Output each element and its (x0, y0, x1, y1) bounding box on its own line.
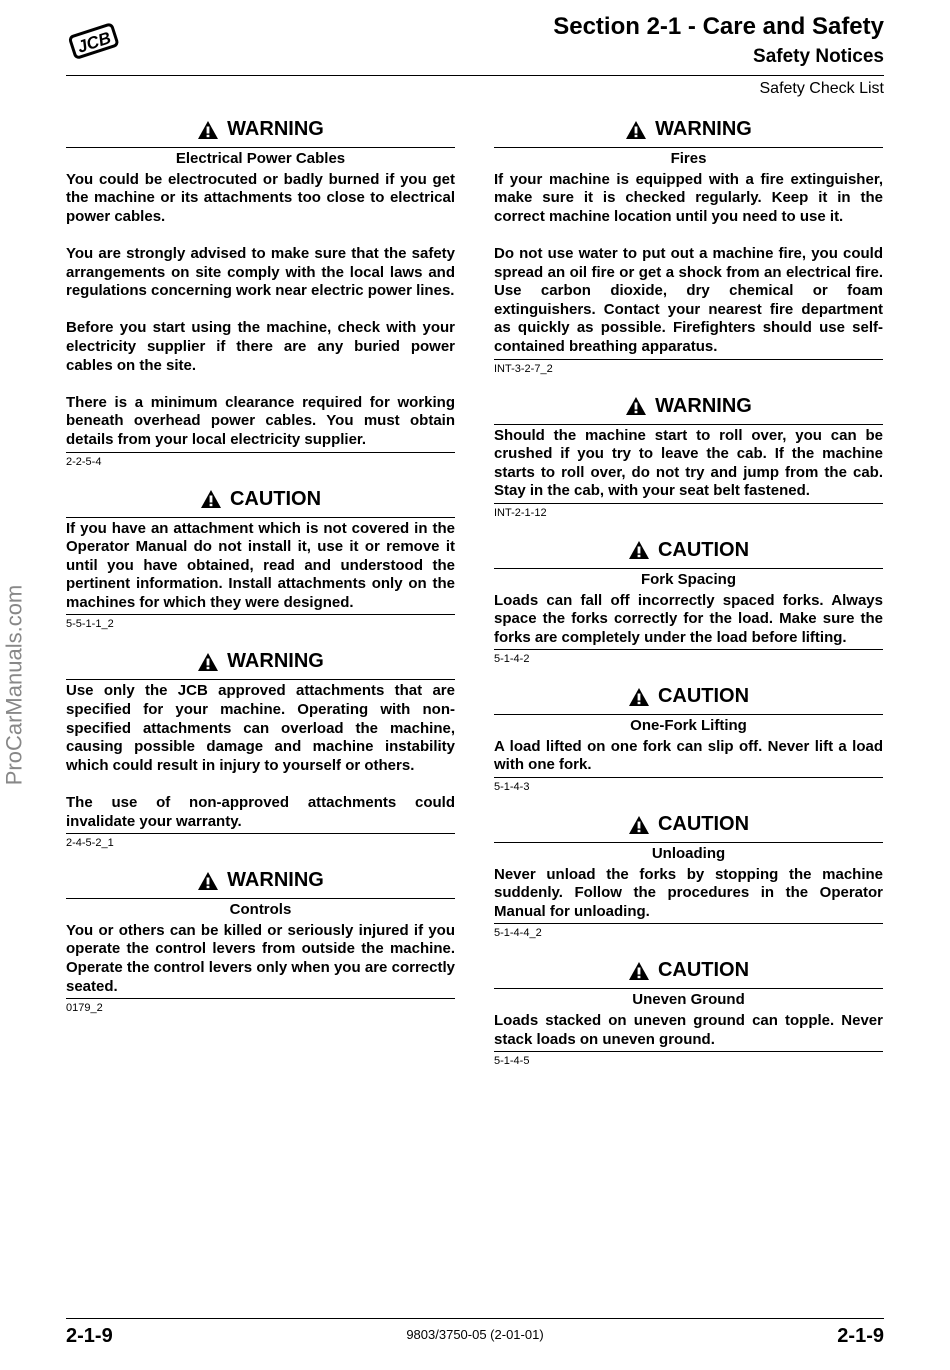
warning-triangle-icon (197, 120, 219, 140)
notice-type: WARNING (655, 118, 752, 140)
notice-paragraph: A load lifted on one fork can slip off. Never lift a load with one fork. (494, 737, 883, 774)
safety-notice (66, 644, 455, 851)
notice-type: CAUTION (657, 959, 750, 982)
document-reference: 9803/3750-05 (2-01-01) (406, 1327, 544, 1342)
notice-subtitle: Controls (229, 901, 292, 919)
notice-heading (494, 679, 883, 715)
watermark-text: ProCarManuals.com (1, 584, 27, 786)
warning-triangle-icon (628, 815, 650, 835)
notice-body (66, 920, 455, 996)
safety-notice (494, 679, 883, 795)
notice-paragraph: If your machine is equipped with a fire extinguisher, make sure it is checked regularly. Keep it in the correct machine location until you need to use it. (494, 170, 883, 225)
notice-body (66, 518, 455, 613)
notice-paragraph: Should the machine start to roll over, you can be crushed if you try to leave the cab. If the machine starts to roll over, do not try and jump from the cab. Stay in the cab, with your seat belt fastened. (494, 426, 883, 500)
warning-triangle-icon (628, 961, 650, 981)
notice-subtitle: Uneven Ground (632, 991, 745, 1009)
notice-reference-code: 5-5-1-1_2 (66, 614, 455, 632)
notice-subtitle: Unloading (651, 845, 726, 863)
notice-heading (494, 807, 883, 843)
safety-notice (66, 482, 455, 633)
notice-heading (66, 112, 455, 148)
notice-subtitle: Fires (670, 150, 707, 167)
notice-body (494, 736, 883, 775)
safety-notice (494, 533, 883, 667)
safety-notice (494, 112, 883, 377)
warning-triangle-icon (628, 687, 650, 707)
notice-subtitle: One-Fork Lifting (630, 717, 747, 735)
notice-body (66, 680, 455, 831)
notice-reference-code: 5-1-4-4_2 (494, 923, 883, 941)
section-subtitle: Safety Notices (753, 46, 884, 67)
notice-subtitle: Electrical Power Cables (175, 150, 346, 167)
notice-type: WARNING (655, 394, 752, 417)
notice-type: CAUTION (229, 487, 322, 510)
notice-paragraph: Use only the JCB approved attachments that are specified for your machine. Operating with non-specified attachments can overload the machine, causing possible damage and machine instability which could result in injury to yourself or others. (66, 682, 455, 774)
notice-body (66, 169, 455, 450)
notice-reference-code: INT-2-1-12 (494, 503, 883, 521)
notice-paragraph: You could be electrocuted or badly burned if you get the machine or its attachments too close to electrical power cables. (66, 170, 455, 225)
warning-triangle-icon (625, 396, 647, 416)
notice-paragraph: Loads can fall off incorrectly spaced forks. Always space the forks correctly for the load. Make sure the forks are completely under the load before lifting. (494, 591, 883, 646)
notice-reference-code: 0179_2 (66, 998, 455, 1016)
notice-type: CAUTION (657, 813, 750, 836)
notice-type: CAUTION (657, 538, 750, 561)
notice-type: WARNING (227, 650, 324, 673)
notice-reference-code: 5-1-4-3 (494, 777, 883, 795)
page-topic: Safety Check List (759, 80, 884, 97)
safety-notice (494, 807, 883, 941)
notice-body (494, 1010, 883, 1049)
notice-reference-code: 2-2-5-4 (66, 452, 455, 470)
notice-paragraph: Never unload the forks by stopping the machine suddenly. Follow the procedures in the Operator Manual for unloading. (494, 865, 883, 920)
notice-paragraph: There is a minimum clearance required for working beneath overhead power cables. You must obtain details from your local electricity supplier. (66, 393, 455, 448)
svg-text:JCB: JCB (75, 28, 114, 57)
safety-notice (494, 389, 883, 521)
page-number-right: 2-1-9 (837, 1325, 884, 1347)
jcb-logo (66, 20, 122, 64)
page-footer (66, 1318, 884, 1359)
notice-heading (494, 389, 883, 425)
warning-triangle-icon (628, 540, 650, 560)
warning-triangle-icon (197, 871, 219, 891)
notice-paragraph: You are strongly advised to make sure that the safety arrangements on site comply with the local laws and regulations concerning work near electric power lines. (66, 244, 455, 300)
safety-notice (66, 112, 455, 470)
notice-body (494, 425, 883, 501)
notice-heading (66, 482, 455, 518)
notice-paragraph: Before you start using the machine, check with your electricity supplier if there are any buried power cables on the site. (66, 319, 455, 374)
notice-paragraph: You or others can be killed or seriously injured if you operate the control levers from outside the machine. Operate the control levers only when you are correctly seated. (66, 921, 455, 995)
warning-triangle-icon (197, 652, 219, 672)
notice-body (494, 864, 883, 922)
page-header (66, 0, 884, 76)
notice-heading (494, 112, 883, 148)
notice-heading (66, 863, 455, 899)
page-number-left: 2-1-9 (66, 1325, 113, 1347)
notice-heading (494, 533, 883, 569)
notice-reference-code: INT-3-2-7_2 (494, 359, 883, 377)
notice-paragraph: Do not use water to put out a machine fire, you could spread an oil fire or get a shock from an electrical fire. Use carbon dioxide, dry chemical or foam extinguishers. Contact your nearest fire department as quickly as possible. Firefighters should use self-contained breathing apparatus. (494, 244, 883, 355)
notice-reference-code: 5-1-4-5 (494, 1051, 883, 1069)
safety-notice (494, 953, 883, 1069)
notice-paragraph: Loads stacked on uneven ground can topple. Never stack loads on uneven ground. (494, 1012, 883, 1048)
notice-type: WARNING (227, 118, 324, 140)
notice-subtitle: Fork Spacing (640, 570, 737, 588)
notice-body (494, 169, 883, 357)
notice-body (494, 590, 883, 648)
notice-paragraph: The use of non-approved attachments could invalidate your warranty. (66, 794, 455, 830)
notice-type: CAUTION (657, 685, 750, 708)
notice-paragraph: If you have an attachment which is not covered in the Operator Manual do not install it, use it or remove it until you have obtained, read and understood the pertinent information. Install attachments only on the machines for which they were designed. (66, 519, 455, 611)
safety-notice (66, 863, 455, 1016)
section-title: Section 2-1 - Care and Safety (553, 13, 884, 40)
warning-triangle-icon (625, 120, 647, 140)
notice-reference-code: 2-4-5-2_1 (66, 833, 455, 851)
notice-reference-code: 5-1-4-2 (494, 649, 883, 667)
watermark (0, 570, 28, 800)
right-column (494, 112, 883, 1081)
left-column (66, 112, 455, 1028)
notice-heading (66, 644, 455, 680)
notice-type: WARNING (227, 869, 324, 892)
notice-heading (494, 953, 883, 989)
warning-triangle-icon (200, 489, 222, 509)
